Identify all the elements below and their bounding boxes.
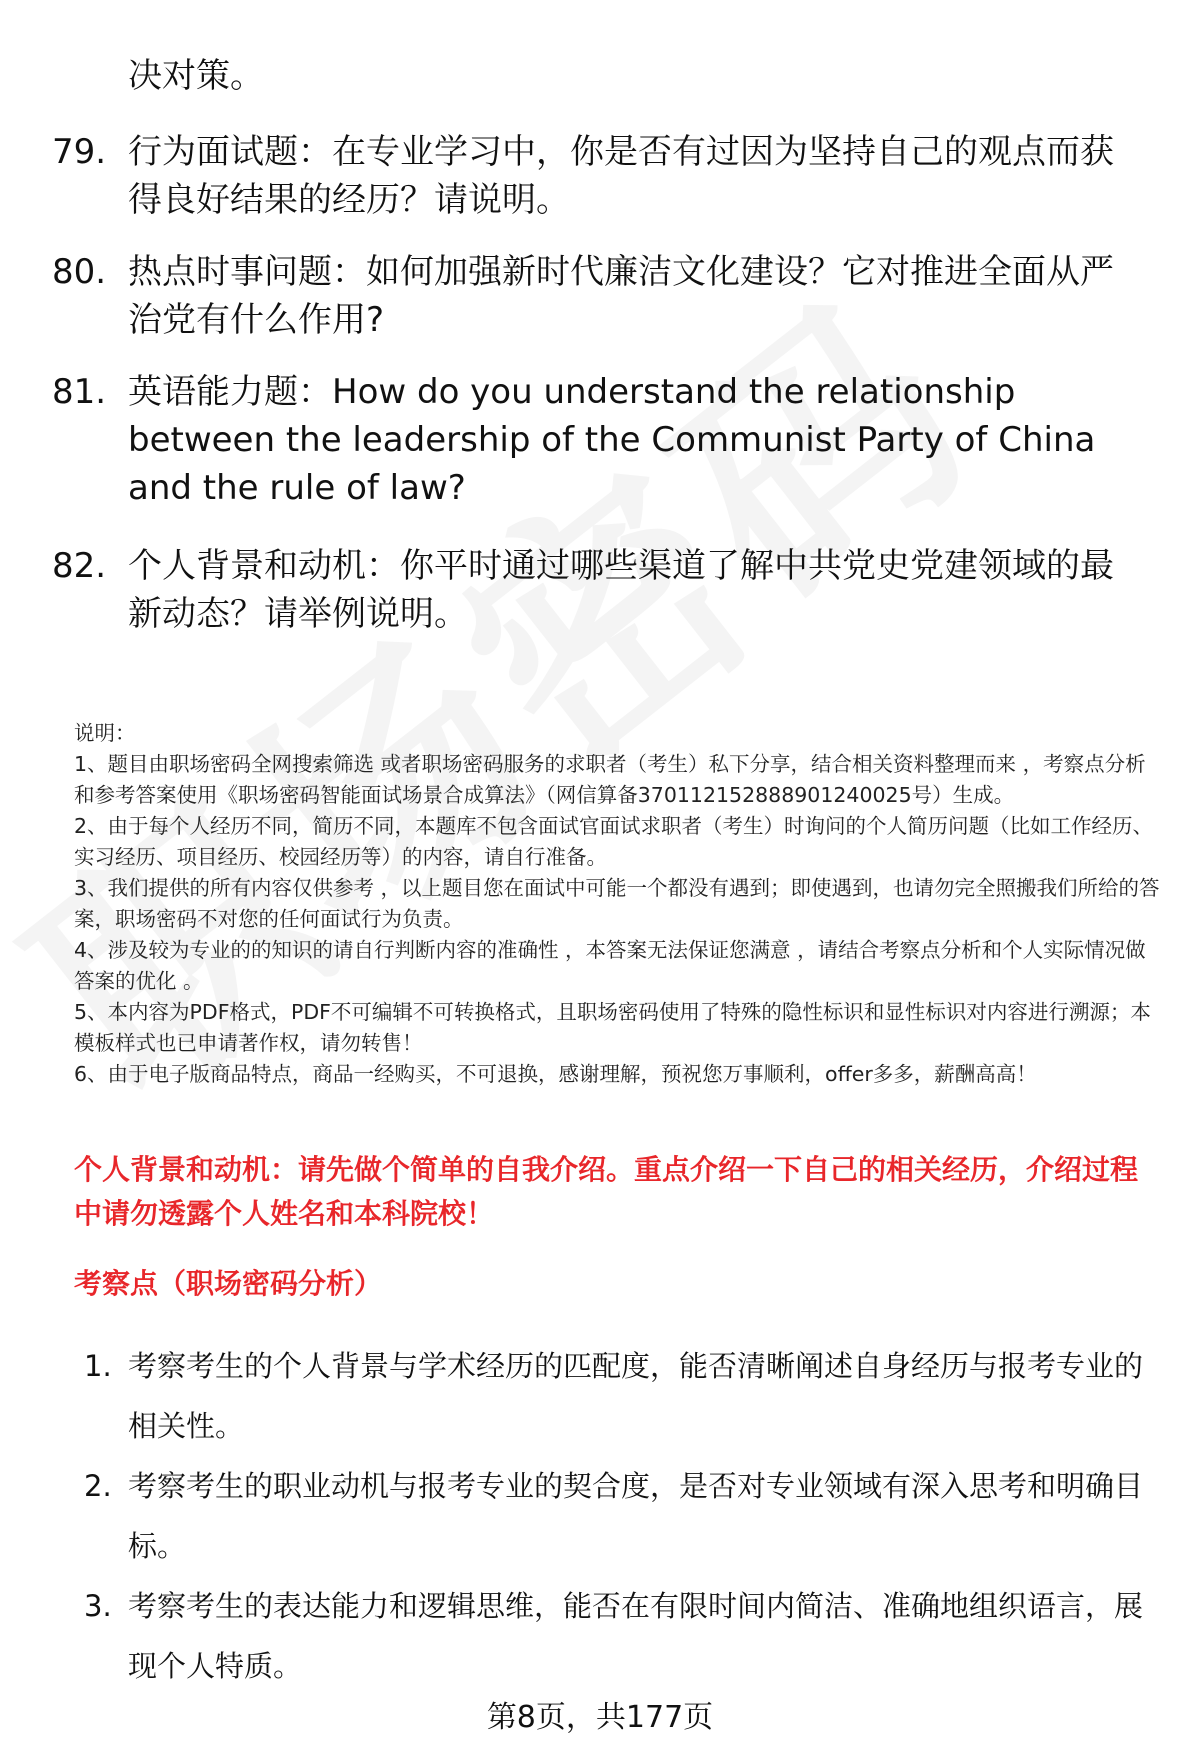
question-text: 热点时事问题：如何加强新时代廉洁文化建设？它对推进全面从严治党有什么作用? [128, 252, 1114, 340]
note-item: 5、本内容为PDF格式，PDF不可编辑不可转换格式，且职场密码使用了特殊的隐性标识和显性标识对内容进行溯源；本模板样式也已申请著作权，请勿转售！ [74, 1000, 1151, 1055]
question-number: 82. [52, 546, 107, 586]
question-number: 79. [52, 132, 107, 172]
question-continued-text: 决对策。 [128, 56, 264, 96]
point-text: 考察考生的个人背景与学术经历的匹配度，能否清晰阐述自身经历与报考专业的相关性。 [128, 1349, 1144, 1443]
analysis-points [84, 1336, 1164, 1696]
analysis-point [84, 1456, 1164, 1576]
question-item [52, 128, 1152, 224]
notes-title: 说明： [74, 721, 136, 745]
question-item [52, 368, 1152, 512]
note-item: 1、题目由职场密码全网搜索筛选 或者职场密码服务的求职者（考生）私下分享，结合相关资料整理而来 ，考察点分析和参考答案使用《职场密码智能面试场景合成算法》（网信算备370112152888901240025号）生成。 [74, 752, 1146, 807]
analysis-point [84, 1576, 1164, 1696]
note-item: 2、由于每个人经历不同，简历不同，本题库不包含面试官面试求职者（考生）时询问的个人简历问题（比如工作经历、实习经历、项目经历、校园经历等）的内容，请自行准备。 [74, 814, 1154, 869]
note-item: 3、我们提供的所有内容仅供参考 ，以上题目您在面试中可能一个都没有遇到；即使遇到，也请勿完全照搬我们所给的答案，职场密码不对您的任何面试行为负责。 [74, 876, 1160, 931]
point-text: 考察考生的表达能力和逻辑思维，能否在有限时间内简洁、准确地组织语言，展现个人特质。 [128, 1589, 1144, 1683]
point-number: 2. [84, 1469, 112, 1503]
question-number: 81. [52, 372, 107, 412]
question-number: 80. [52, 252, 107, 292]
question-item [52, 248, 1152, 344]
note-item: 4、涉及较为专业的的知识的请自行判断内容的准确性 ，本答案无法保证您满意 ，请结合考察点分析和个人实际情况做答案的优化 。 [74, 938, 1146, 993]
question-text: 行为面试题：在专业学习中，你是否有过因为坚持自己的观点而获得良好结果的经历？请说明。 [128, 132, 1114, 220]
analysis-point [84, 1336, 1164, 1456]
point-number: 3. [84, 1589, 112, 1623]
question-text: 个人背景和动机：你平时通过哪些渠道了解中共党史党建领域的最新动态？请举例说明。 [128, 546, 1114, 634]
question-item [52, 542, 1152, 638]
point-text: 考察考生的职业动机与报考专业的契合度，是否对专业领域有深入思考和明确目标。 [128, 1469, 1144, 1563]
notes-section [74, 718, 1164, 1090]
featured-question: 个人背景和动机：请先做个简单的自我介绍。重点介绍一下自己的相关经历，介绍过程中请勿透露个人姓名和本科院校！ [74, 1153, 1139, 1230]
analysis-heading: 考察点（职场密码分析） [74, 1267, 383, 1300]
page-footer: 第8页，共177页 [486, 1700, 714, 1735]
note-item: 6、由于电子版商品特点，商品一经购买，不可退换，感谢理解，预祝您万事顺利，offer多多，薪酬高高！ [74, 1062, 1037, 1086]
point-number: 1. [84, 1349, 112, 1383]
question-text: 英语能力题：How do you understand the relationship between the leadership of the Communist Party of China and the rule of law? [128, 372, 1096, 508]
